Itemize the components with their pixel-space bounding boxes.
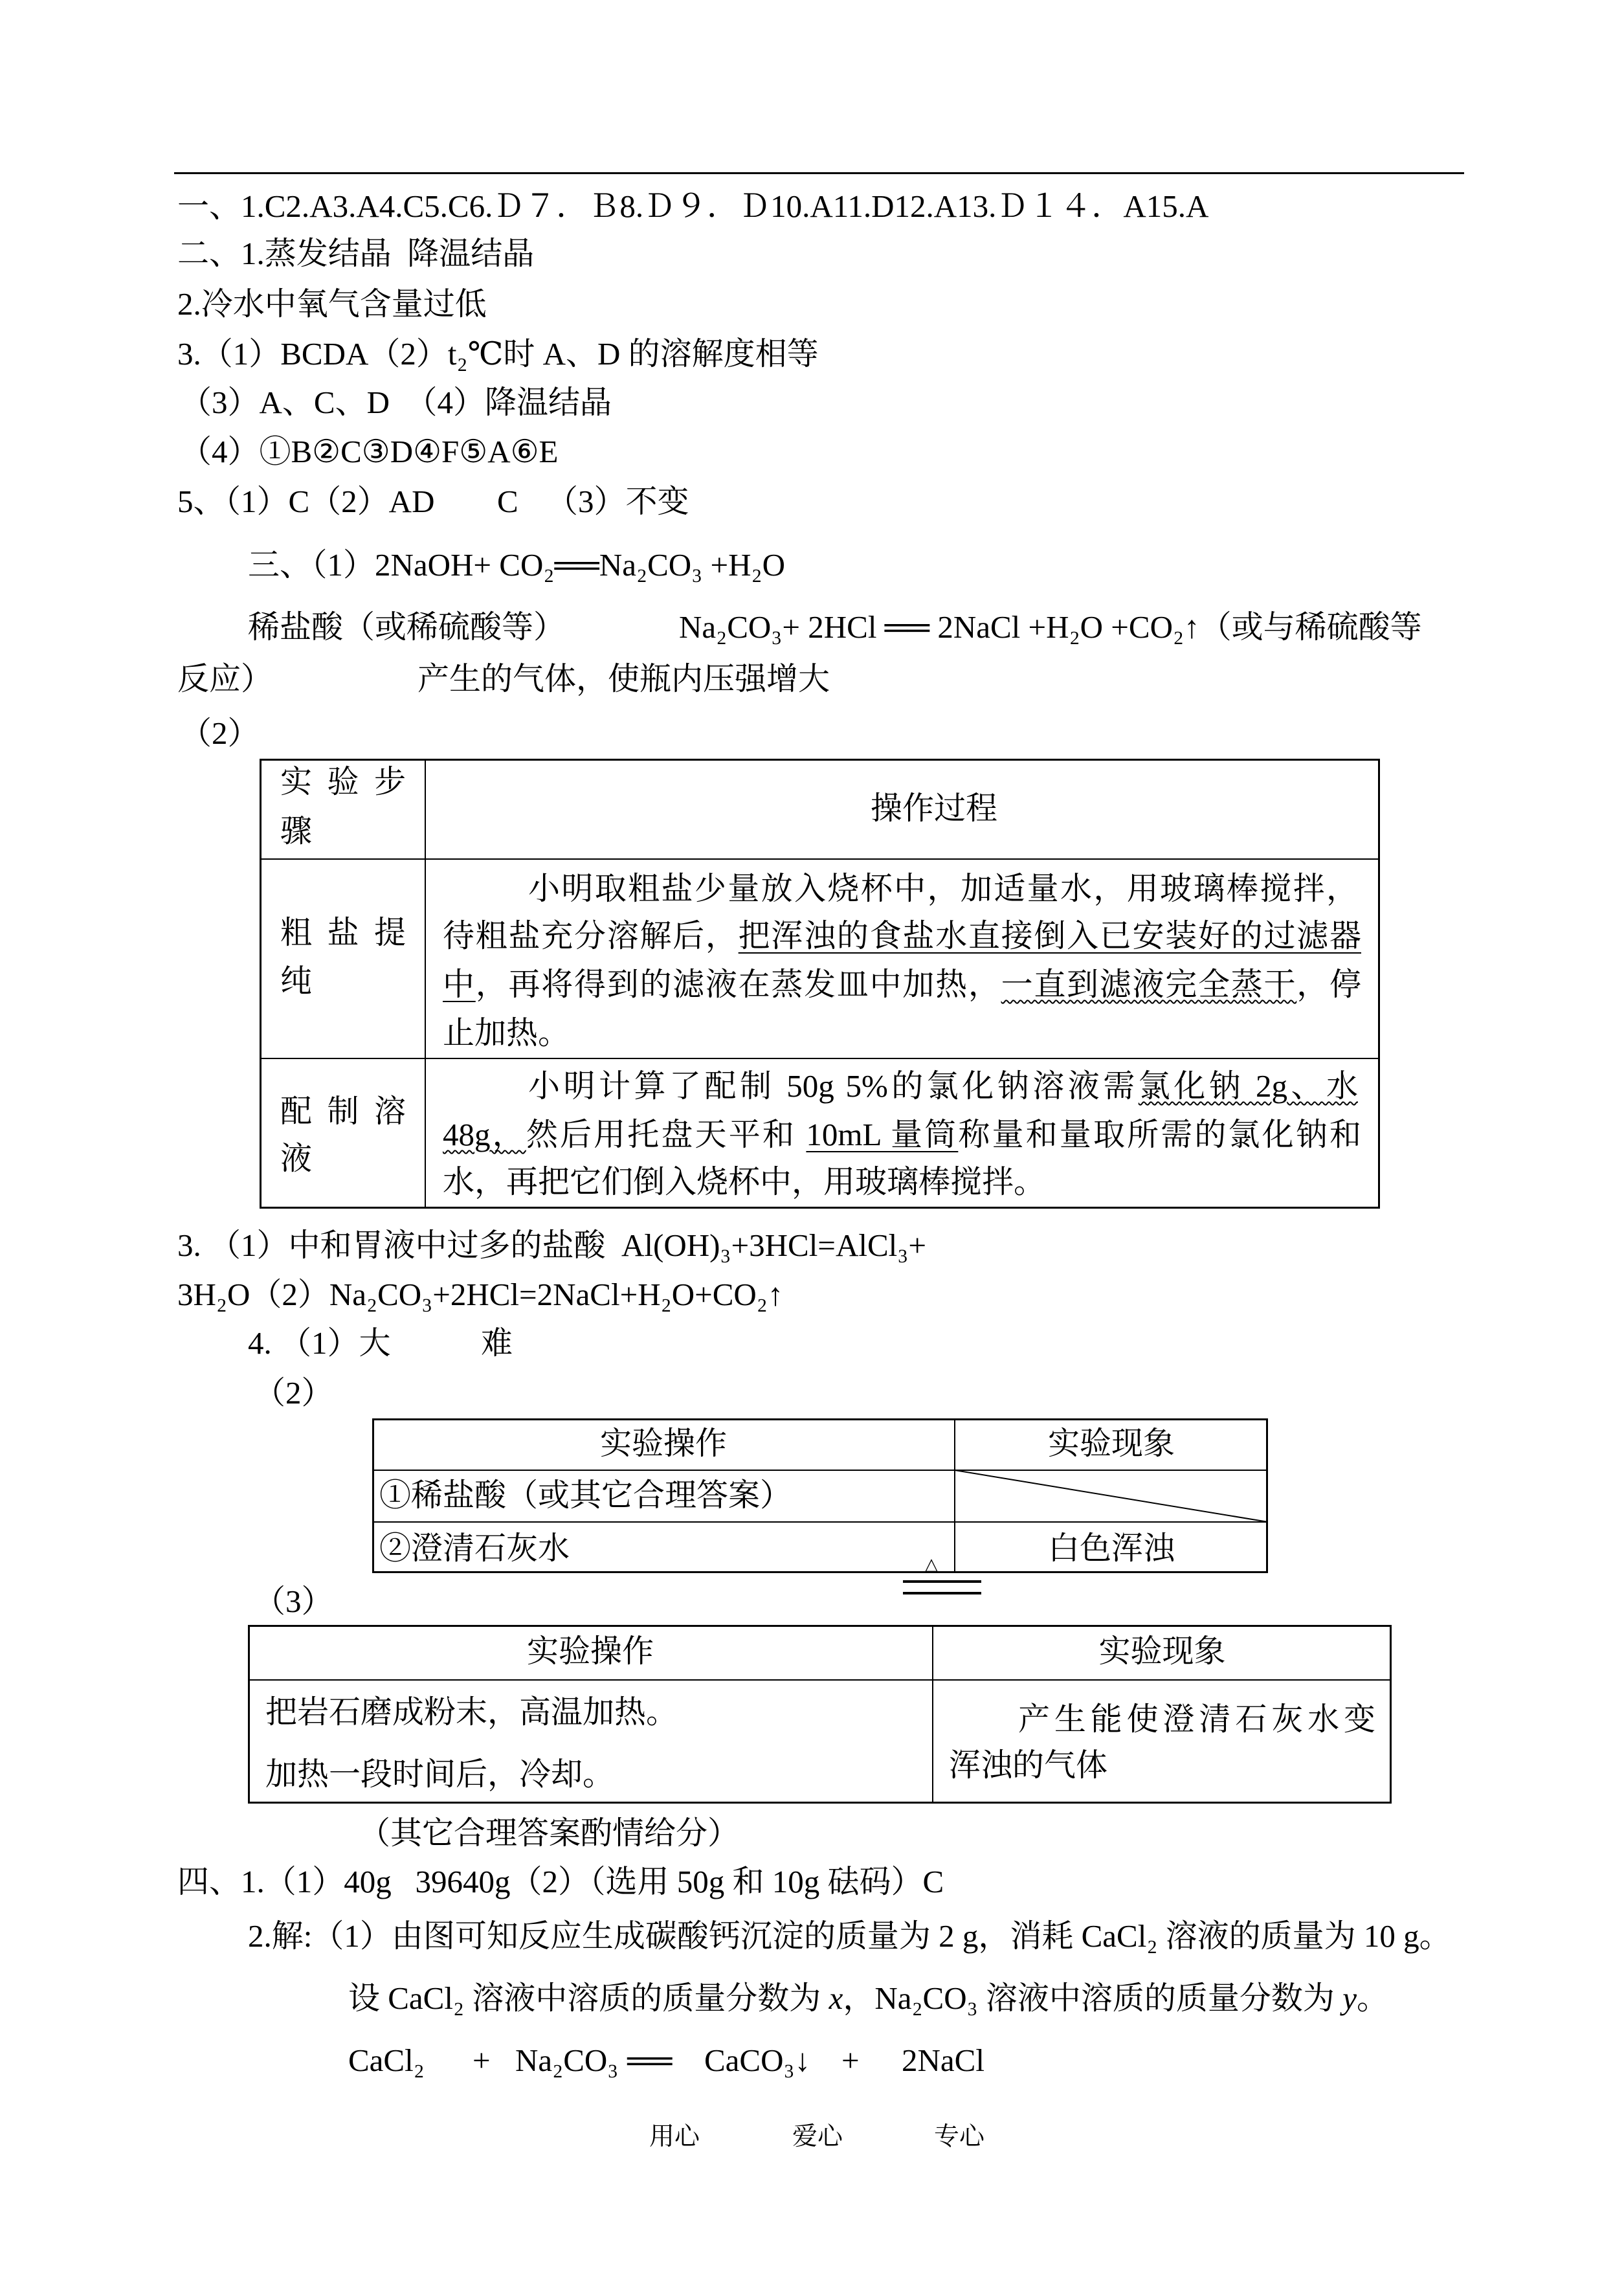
purify-text-line4: 止加热。 — [443, 1015, 570, 1051]
variable-y: y — [1342, 1980, 1357, 2016]
equation-plus: + — [473, 2042, 491, 2078]
purify-step-label: 粗 盐 提 — [280, 915, 406, 950]
equation-product-1: CaCO₃↓ — [704, 2042, 811, 2078]
observation-line1: 产生能使澄清石灰水变 — [1018, 1701, 1375, 1737]
part3-q1-line3b: 产生的气体，使瓶内压强增大 — [417, 661, 830, 697]
part3-q3-line1: 3. （1）中和胃液中过多的盐酸 Al(OH)₃+3HCl=AlCl₃+ — [177, 1227, 926, 1263]
part4-line1: 四、1.（1）40g 39640g（2）（选用 50g 和 10g 砝码）C — [177, 1864, 944, 1899]
part2-line1: 二、1.蒸发结晶 降温结晶 — [177, 236, 535, 271]
heat-triangle-symbol: △ — [925, 1555, 938, 1574]
row1-operation: ①稀盐酸（或其它合理答案） — [379, 1477, 792, 1513]
row2-operation: ②澄清石灰水 — [379, 1530, 570, 1566]
variable-x: x — [829, 1980, 843, 2016]
row-divider — [260, 858, 1380, 860]
part2-line6c: （3）不变 — [546, 484, 689, 519]
empty-cell-diagonal — [955, 1470, 1268, 1522]
equation-product-2: 2NaCl — [902, 2042, 984, 2078]
prepare-step-label-cont: 液 — [280, 1141, 313, 1176]
equation-equals: ══ — [627, 2042, 673, 2078]
part2-line5: （4）①B②C③D④F⑤A⑥E — [180, 434, 559, 469]
header-observation: 实验现象 — [1047, 1426, 1175, 1461]
purify-marked-error: 把浑浊的食盐水直接倒入已安装好的过滤器 — [738, 918, 1361, 954]
line3-text: 。 — [1356, 1980, 1388, 2016]
part3-q1-line1: 三、（1）2NaOH+ CO₂══Na₂CO₃ +H₂O — [248, 547, 785, 583]
part3-q1-line2b: Na₂CO₃+ 2HCl ══ 2NaCl +H₂O +CO₂↑（或与稀硫酸等 — [679, 609, 1422, 645]
part2-line6b: C — [497, 484, 518, 519]
row-divider — [260, 1058, 1380, 1059]
header-step-label-cont: 骤 — [280, 813, 313, 849]
double-line-top — [903, 1580, 981, 1583]
purify-text-segment: 待粗盐充分溶解后， — [443, 918, 739, 954]
part4-line2: 2.解:（1）由图可知反应生成碳酸钙沉淀的质量为 2 g，消耗 CaCl₂ 溶液的质量为 10 g。 — [248, 1918, 1451, 1954]
purify-text-line1: 小明取粗盐少量放入烧杯中，加适量水，用玻璃棒搅拌， — [528, 871, 1358, 906]
row-divider — [248, 1679, 1392, 1681]
header-observation: 实验现象 — [1098, 1633, 1226, 1669]
part3-q3-line2: 3H₂O（2）Na₂CO₃+2HCl=2NaCl+H₂O+CO₂↑ — [177, 1277, 784, 1312]
part2-line6a: 5、（1）C（2）AD — [177, 484, 435, 519]
part3-q4-line1a: 4. （1）大 — [248, 1325, 391, 1361]
purify-marked-error: 中 — [443, 967, 476, 1002]
row2-observation: 白色浑浊 — [1047, 1530, 1175, 1566]
prepare-marked-error: 10mL 量筒 — [806, 1117, 959, 1152]
operation-line1: 把岩石磨成粉末，高温加热。 — [265, 1694, 678, 1730]
equation-reactant-2: Na₂CO₃ — [515, 2042, 619, 2078]
header-rule — [174, 172, 1464, 174]
part3-q1-line3a: 反应） — [177, 661, 273, 697]
part2-line3: 3.（1）BCDA（2）t₂℃时 A、D 的溶解度相等 — [177, 336, 819, 372]
purify-text-line3 — [443, 967, 1361, 1003]
prepare-text-line3: 水，再把它们倒入烧杯中，用玻璃棒搅拌。 — [443, 1164, 1046, 1200]
part1-answers: 一、1.C2.A3.A4.C5.C6.Ｄ７．Ｂ8.Ｄ９．Ｄ10.A11.D12.A13.Ｄ１４．A15.A — [177, 188, 1209, 224]
header-operation: 实验操作 — [526, 1633, 654, 1669]
part3-q1-line2a: 稀盐酸（或稀硫酸等） — [248, 609, 566, 645]
prepare-text-line2 — [443, 1117, 1361, 1153]
equation-plus: + — [841, 2042, 860, 2078]
line3-text: ，Na₂CO₃ 溶液中溶质的质量分数为 — [843, 1980, 1343, 2016]
line3-text: 设 CaCl₂ 溶液中溶质的质量分数为 — [348, 1980, 829, 2016]
part3-q4-line1b: 难 — [481, 1325, 513, 1361]
column-divider — [425, 759, 426, 1209]
purify-step-label-cont: 纯 — [280, 963, 313, 999]
part3-q4-2-label: （2） — [254, 1375, 333, 1411]
salt-experiment-table — [260, 759, 1380, 1209]
prepare-text-line1 — [528, 1068, 1358, 1104]
prepare-text-segment: 称量和量取所需的氯化钠和 — [958, 1117, 1361, 1152]
rock-test-table — [248, 1625, 1392, 1804]
header-process-label: 操作过程 — [871, 790, 998, 826]
prepare-text-segment: 小明计算了配制 50g 5%的氯化钠溶液需 — [528, 1068, 1139, 1104]
prepare-marked-error: 48g， — [443, 1117, 526, 1152]
purify-text-segment: ，停 — [1296, 967, 1361, 1002]
part2-line4: （3）A、C、D （4）降温结晶 — [180, 385, 612, 420]
purify-marked-error: 一直到滤液完全蒸干 — [1001, 967, 1297, 1002]
operation-line2: 加热一段时间后，冷却。 — [265, 1756, 615, 1792]
prepare-step-label: 配 制 溶 — [280, 1093, 406, 1129]
footer-motto-2: 爱心 — [792, 2123, 843, 2151]
footer-motto-3: 专心 — [934, 2123, 985, 2151]
part3-q4-3-label: （3） — [254, 1583, 333, 1619]
header-operation: 实验操作 — [599, 1426, 727, 1461]
header-step-label: 实 验 步 — [280, 764, 406, 800]
acid-test-table — [372, 1418, 1268, 1573]
purify-text-line2 — [443, 918, 1361, 954]
part4-line3 — [348, 1980, 1388, 2017]
grading-note: （其它合理答案酌情给分） — [359, 1815, 740, 1851]
footer-motto-1: 用心 — [649, 2123, 700, 2151]
prepare-marked-error: 氯化钠 2g、水 — [1138, 1068, 1358, 1104]
double-line-bottom — [903, 1592, 981, 1594]
equation-reactant-1: CaCl₂ — [348, 2042, 425, 2078]
observation-line2: 浑浊的气体 — [949, 1747, 1108, 1783]
part3-q2-label: （2） — [180, 715, 260, 751]
part2-line2: 2.冷水中氧气含量过低 — [177, 286, 487, 322]
prepare-text-segment: 然后用托盘天平和 — [526, 1117, 806, 1152]
purify-text-segment: ，再将得到的滤液在蒸发皿中加热， — [475, 967, 1001, 1002]
